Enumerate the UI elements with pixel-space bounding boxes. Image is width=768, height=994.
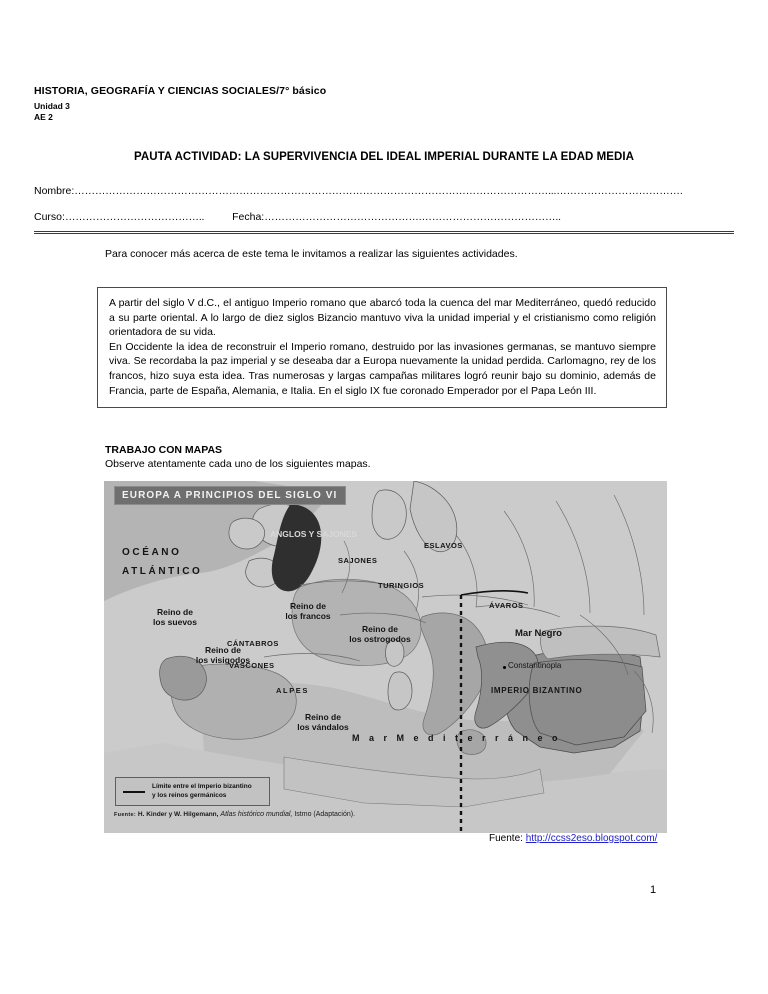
curso-label: Curso:: [34, 211, 65, 223]
reading-paragraph-1: A partir del siglo V d.C., el antiguo Imperio romano que abarcó toda la cuenca del mar Mediterráneo, quedó reducido a su parte oriental. A lo largo de diez siglos Bizancio mantuvo viva la unidad imperial y el cristianismo como religión orientadora de su vida.: [109, 297, 656, 339]
map-label-avaros: ÁVAROS: [489, 601, 524, 610]
map-label-cantabros: CÁNTABROS: [227, 639, 279, 648]
header-divider: [34, 231, 734, 234]
curso-blank-line[interactable]: …………………………………..: [64, 211, 205, 223]
map-work-section: [105, 443, 371, 472]
source-url-link[interactable]: http://ccss2eso.blogspot.com/: [525, 833, 658, 844]
map-label-constantinopla: Constantinopla: [508, 661, 562, 670]
constantinopla-dot: [503, 666, 506, 669]
map-source-publisher: Istmo (Adaptación).: [294, 811, 356, 818]
reading-text-box: [97, 287, 667, 408]
legend-text: Límite entre el Imperio bizantino y los reinos germánicos: [152, 783, 252, 799]
ae-label: AE 2: [34, 112, 53, 122]
reading-paragraph-2: En Occidente la idea de reconstruir el Imperio romano, destruido por las invasiones germanas, se mantuvo siempre viva. Se recordaba la paz imperial y se deseaba dar a Europa nuevamente la unidad perdida. Carlomagno, rey de los francos, hizo suya esta idea. Tras numerosas y largas campañas militares logró reunir bajo su dominio, además de Francia, parte de España, Alemania, e Italia. En el siglo IX fue coronado Emperador por el Papa León III.: [109, 340, 656, 397]
map-label-reino-francos: Reino de los francos: [285, 601, 331, 621]
intro-text: Para conocer más acerca de este tema le invitamos a realizar las siguientes actividades.: [105, 248, 518, 260]
map-label-vascones: VASCONES: [229, 661, 275, 670]
document-header: [34, 84, 326, 123]
map-label-anglos-sajones: ANGLOS Y SAJONES: [270, 529, 358, 539]
field-curso-fecha: [34, 210, 561, 224]
page-title: PAUTA ACTIVIDAD: LA SUPERVIVENCIA DEL IDEAL IMPERIAL DURANTE LA EDAD MEDIA: [134, 151, 634, 163]
map-label-reino-vandalos: Reino de los vándalos: [297, 712, 349, 732]
map-label-oceano-atlantico: OCÉANO ATLÁNTICO: [122, 547, 203, 577]
map-source-authors: H. Kinder y W. Hilgemann,: [137, 811, 219, 818]
map-label-imperio-bizantino: IMPERIO BIZANTINO: [491, 686, 583, 695]
map-label-sajones: SAJONES: [338, 556, 378, 565]
course-title: HISTORIA, GEOGRAFÍA Y CIENCIAS SOCIALES/7° básico: [34, 85, 327, 97]
map-label-reino-visigodos: Reino de los visigodos: [195, 645, 251, 665]
map-source-credit: [114, 811, 355, 818]
unit-label: Unidad 3: [34, 101, 70, 111]
map-source-work: Atlas histórico mundial,: [220, 811, 293, 818]
map-label-turingios: TURINGIOS: [378, 581, 425, 590]
map-figure-europa-siglo-vi: [104, 481, 667, 833]
field-nombre: [34, 184, 683, 198]
map-legend: [115, 777, 270, 806]
map-label-mar-negro: Mar Negro: [515, 628, 562, 639]
nombre-blank-line[interactable]: …………………………………………………………………………………………………………………………...……………………………….: [74, 185, 683, 197]
fuente-label: Fuente:: [489, 833, 523, 844]
fecha-label: Fecha:: [232, 211, 265, 223]
map-source-prefix: Fuente:: [114, 812, 136, 818]
map-label-eslavos: ESLAVOS: [424, 541, 463, 550]
nombre-label: Nombre:: [34, 185, 75, 197]
section-heading: TRABAJO CON MAPAS: [105, 444, 223, 456]
section-subtitle: Observe atentamente cada uno de los siguientes mapas.: [105, 458, 371, 470]
map-title: EUROPA A PRINCIPIOS DEL SIGLO VI: [114, 486, 346, 505]
map-label-reino-ostrogodos: Reino de los ostrogodos: [349, 624, 411, 644]
map-label-alpes: ALPES: [276, 686, 310, 695]
source-attribution: [489, 833, 657, 844]
map-label-reino-suevos: Reino de los suevos: [153, 607, 197, 627]
legend-line-icon: [123, 791, 145, 793]
map-label-mar-mediterraneo: M a r M e d i t e r r á n e o: [352, 733, 562, 743]
page-number: 1: [650, 884, 657, 896]
fecha-blank-line[interactable]: ……………………………………….…………………………………..: [264, 211, 561, 223]
